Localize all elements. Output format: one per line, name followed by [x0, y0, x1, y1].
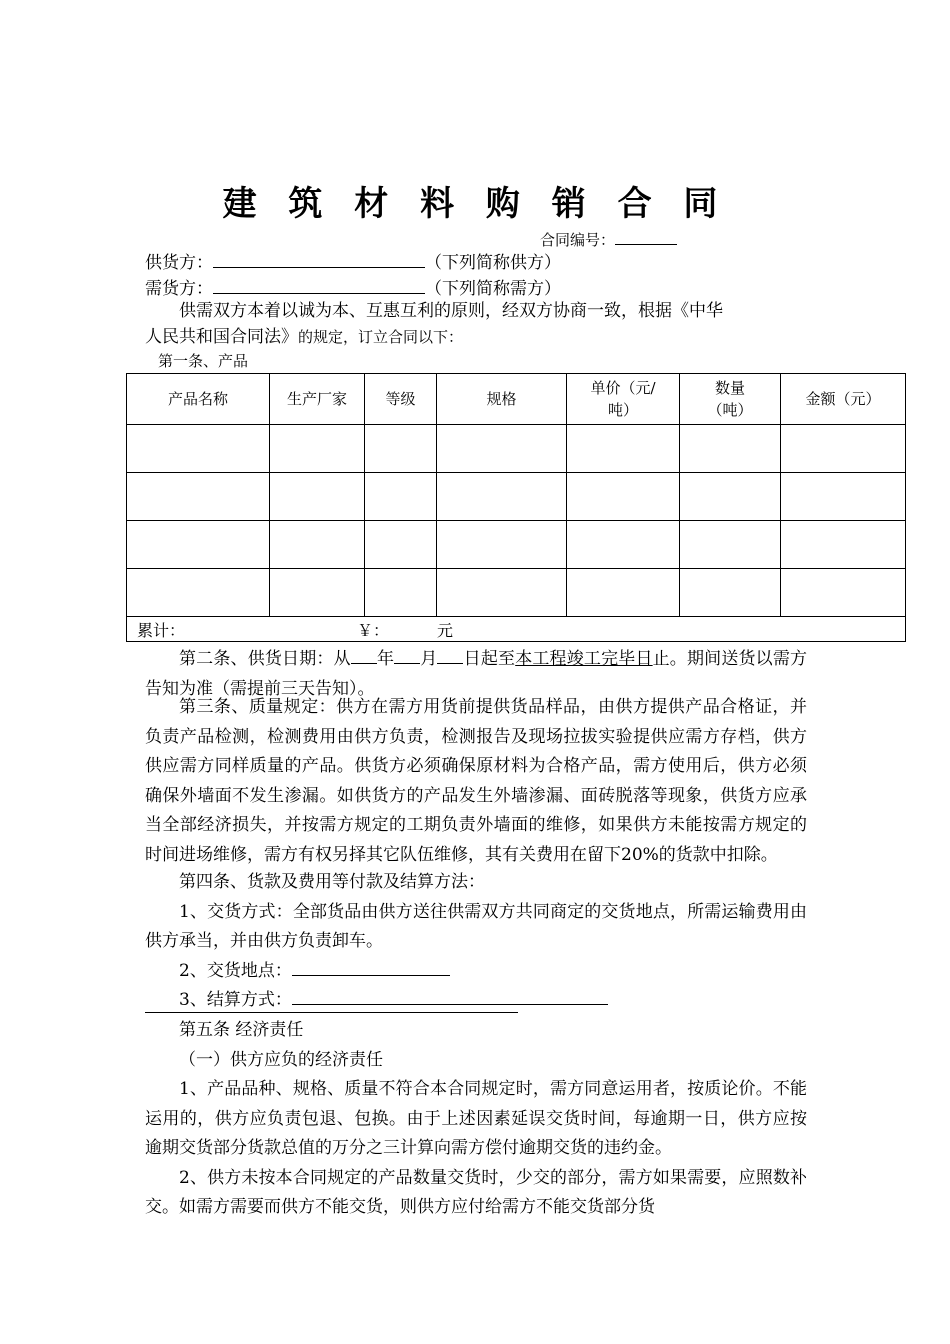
table-cell[interactable]	[567, 425, 680, 473]
intro-line-1: 供需双方本着以诚为本、互惠互利的原则，经双方协商一致，根据《中华	[179, 301, 723, 321]
article1-title: 第一条、产品	[158, 352, 249, 370]
table-cell[interactable]	[127, 569, 270, 617]
table-cell[interactable]	[270, 521, 365, 569]
table-cell[interactable]	[781, 425, 906, 473]
total-yuan: 元	[437, 620, 454, 640]
table-cell[interactable]	[270, 569, 365, 617]
intro-line-2	[145, 324, 463, 350]
total-yen: ￥：	[357, 620, 390, 640]
table-cell[interactable]	[437, 521, 567, 569]
supplier-label: 供货方：	[145, 253, 213, 273]
article3-text: 第三条、质量规定：供方在需方用货前提供货品样品，由供方提供产品合格证，并负责产品检测，检测费用由供方负责，检测报告及现场拉拔实验提供应需方存档，供方供应需方同样质量的产品。供货方必须确保原材料为合格产品，需方使用后，供方必须确保外墙面不发生渗漏。如供货方的产品发生外墙渗漏、面砖脱落等现象，供货方应承当全部经济损失，并按需方规定的工期负责外墙面的维修，如果供方未能按需方规定的时间进场维修，需方有权另择其它队伍维修，其有关费用在留下20%的货款中扣除。	[145, 697, 807, 865]
supplier-row	[145, 249, 561, 276]
table-cell[interactable]	[680, 521, 781, 569]
day-blank[interactable]	[437, 645, 463, 664]
total-label: 累计：	[137, 620, 186, 640]
total-cell	[127, 617, 906, 642]
article4-item1: 1、交货方式：全部货品由供方送往供需双方共同商定的交货地点，所需运输费用由供方承当，并由供方负责卸车。	[145, 901, 807, 951]
table-cell[interactable]	[437, 569, 567, 617]
supplier-note: （下列简称供方）	[425, 253, 561, 273]
table-cell[interactable]	[127, 521, 270, 569]
table-cell[interactable]	[680, 473, 781, 521]
article5-sub1: （一）供方应负的经济责任	[179, 1049, 383, 1070]
intro-tail: 的规定，订立合同以下：	[298, 328, 464, 346]
table-cell[interactable]	[127, 473, 270, 521]
table-cell[interactable]	[365, 425, 437, 473]
col-amount: 金额（元）	[781, 374, 906, 425]
article5-title: 第五条 经济责任	[179, 1020, 304, 1040]
month-blank[interactable]	[394, 645, 420, 664]
article4-title: 第四条、货款及费用等付款及结算方法：	[179, 872, 485, 892]
table-row	[127, 569, 906, 617]
contract-number-label: 合同编号：	[540, 231, 616, 249]
table-cell[interactable]	[365, 569, 437, 617]
col-manufacturer: 生产厂家	[270, 374, 365, 425]
col-grade: 等级	[365, 374, 437, 425]
contract-number-blank[interactable]	[615, 226, 677, 245]
table-cell[interactable]	[270, 473, 365, 521]
col-quantity: 数量 （吨）	[680, 374, 781, 425]
col-product-name: 产品名称	[127, 374, 270, 425]
table-cell[interactable]	[567, 521, 680, 569]
settlement-continuation-blank[interactable]	[145, 1012, 518, 1013]
table-cell[interactable]	[567, 473, 680, 521]
table-total-row	[127, 617, 906, 642]
col-unit-price: 单价（元/ 吨）	[567, 374, 680, 425]
article4	[145, 868, 807, 1016]
supplier-blank[interactable]	[213, 249, 425, 268]
delivery-location-blank[interactable]	[292, 957, 450, 976]
settlement-method-blank[interactable]	[292, 986, 608, 1005]
buyer-label: 需货方：	[145, 279, 213, 299]
article5-item1: 1、产品品种、规格、质量不符合本合同规定时，需方同意运用者，按质论价。不能运用的，供方应负责包退、包换。由于上述因素延误交货时间，每逾期一日，供方应按逾期交货部分货款总值的万分之三计算向需方偿付逾期交货的违约金。	[145, 1079, 807, 1158]
article2-text: 第二条、供货日期：从 年 月 日起至本工程竣工完毕日止。期间送货以需方告知为准（需提前三天告知）。	[145, 645, 807, 704]
buyer-blank[interactable]	[213, 275, 425, 294]
article5-item2: 2、供方未按本合同规定的产品数量交货时，少交的部分，需方如果需要，应照数补交。如需方需要而供方不能交货，则供方应付给需方不能交货部分货	[145, 1167, 807, 1217]
article4-item3: 3、结算方式：	[145, 986, 807, 1016]
product-table	[126, 373, 906, 642]
article3	[145, 693, 807, 870]
table-cell[interactable]	[127, 425, 270, 473]
year-blank[interactable]	[351, 645, 377, 664]
table-cell[interactable]	[437, 473, 567, 521]
table-row	[127, 473, 906, 521]
table-cell[interactable]	[365, 473, 437, 521]
table-cell[interactable]	[270, 425, 365, 473]
table-cell[interactable]	[680, 569, 781, 617]
table-cell[interactable]	[365, 521, 437, 569]
table-cell[interactable]	[567, 569, 680, 617]
table-row	[127, 521, 906, 569]
table-header-row	[127, 374, 906, 425]
article4-item2: 2、交货地点：	[145, 957, 807, 987]
table-cell[interactable]	[781, 569, 906, 617]
completion-date: 本工程竣工完毕日	[515, 649, 653, 669]
intro-law-name: 人民共和国合同法》	[145, 327, 298, 347]
table-cell[interactable]	[781, 521, 906, 569]
col-spec: 规格	[437, 374, 567, 425]
contract-title: 建 筑 材 料 购 销 合 同	[222, 184, 728, 224]
table-cell[interactable]	[437, 425, 567, 473]
table-cell[interactable]	[680, 425, 781, 473]
table-cell[interactable]	[781, 473, 906, 521]
buyer-note: （下列简称需方）	[425, 279, 561, 299]
article5	[145, 1016, 807, 1223]
table-row	[127, 425, 906, 473]
